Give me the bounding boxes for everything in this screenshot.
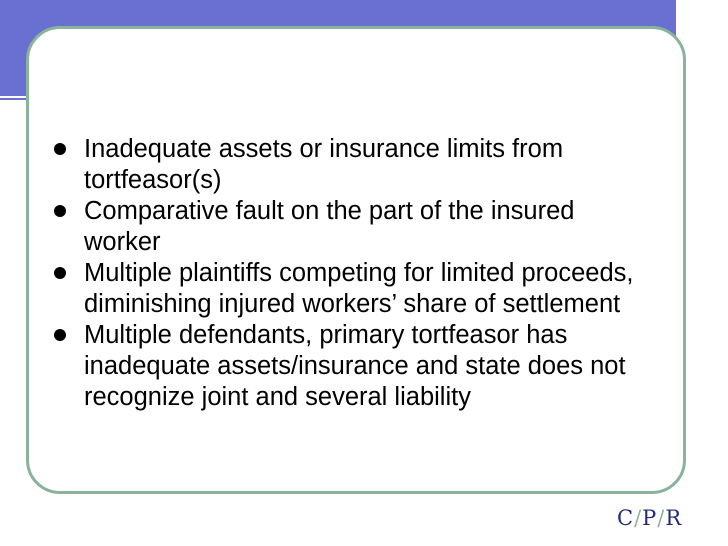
logo-letter-r: R: [665, 506, 683, 530]
logo-letter-c: C: [617, 506, 635, 530]
bullet-item: [54, 320, 654, 413]
bullet-text: Comparative fault on the part of the insured worker: [84, 197, 575, 256]
bullet-text: Multiple defendants, primary tortfeasor has inadequate assets/insurance and state does not recognize joint and several liability: [84, 321, 626, 411]
bullet-item: [54, 134, 654, 196]
bullet-list: [54, 134, 654, 413]
logo-letter-p: P: [642, 506, 658, 530]
bullet-dot-icon: [54, 267, 66, 279]
bullet-item: [54, 196, 654, 258]
bullet-text: Multiple plaintiffs competing for limited proceeds, diminishing injured workers’ share of settlement: [84, 259, 634, 318]
logo-separator: /: [634, 506, 643, 530]
bullet-item: [54, 258, 654, 320]
bullet-dot-icon: [54, 143, 66, 155]
bullet-dot-icon: [54, 205, 66, 217]
bullet-text: Inadequate assets or insurance limits from tortfeasor(s): [84, 135, 564, 194]
cpr-logo: [617, 506, 682, 530]
logo-separator: /: [657, 506, 666, 530]
bullet-dot-icon: [54, 329, 66, 341]
